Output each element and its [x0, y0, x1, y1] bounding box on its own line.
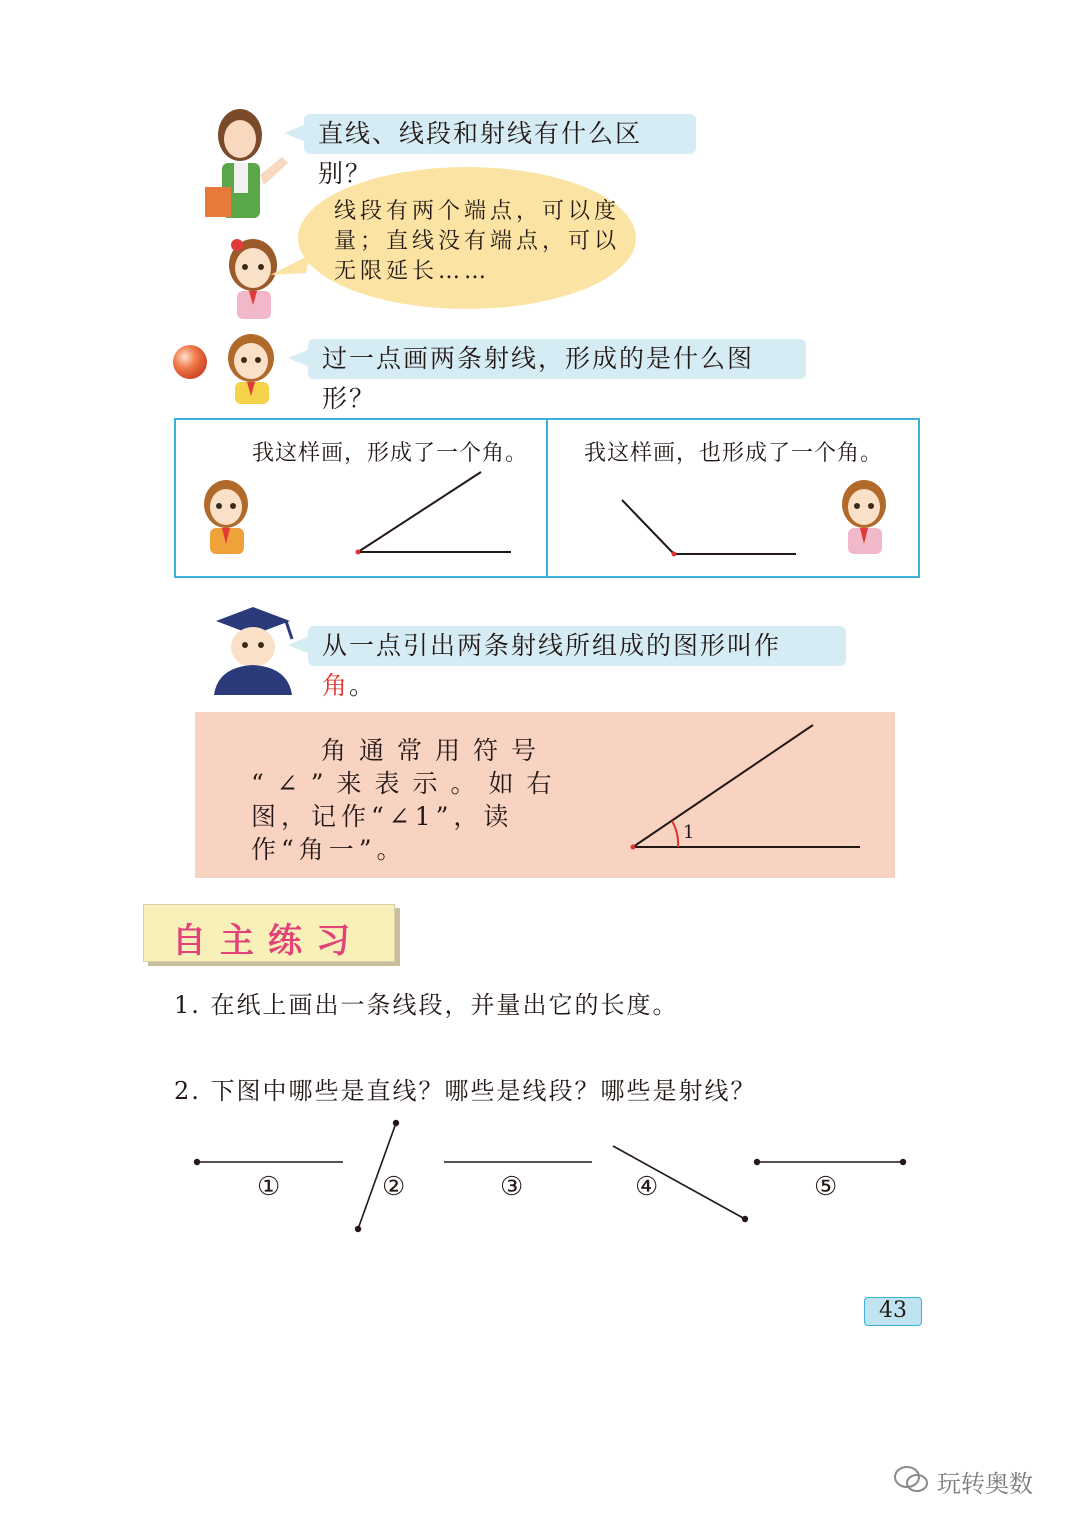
bubble-tail [270, 255, 310, 285]
wechat-icon [893, 1465, 929, 1495]
figure-label-2: ② [382, 1172, 408, 1202]
angle-label: 1 [683, 822, 695, 843]
exercise-1: 1. 在纸上画出一条线段，并量出它的长度。 [174, 991, 679, 1019]
exercise-2-figures [180, 1115, 920, 1240]
figure-label-3: ③ [500, 1172, 526, 1202]
doctor-owl-icon [208, 603, 298, 698]
page-number: 43 [864, 1297, 922, 1326]
girl-answer-line-1: 线段有两个端点，可以度 [334, 199, 621, 224]
symbol-note-line-4: 作“角一”。 [251, 835, 407, 864]
example-box-right [546, 418, 920, 578]
girl-answer-bubble [298, 167, 636, 309]
girl-answer-text [334, 197, 620, 287]
watermark: 玩转奥数 [937, 1470, 1033, 1498]
figure-label-4: ④ [635, 1172, 661, 1202]
teacher-icon [200, 105, 295, 220]
practice-title: 自主练习 [172, 921, 364, 961]
girl-answer-line-2: 量；直线没有端点，可以 [334, 229, 621, 254]
exercise-2: 2. 下图中哪些是直线？哪些是线段？哪些是射线？ [174, 1077, 757, 1105]
task-question-bubble [308, 339, 806, 413]
girl-icon [215, 330, 290, 405]
symbol-note-line-1: 角通常用符号 [321, 736, 550, 765]
figure-label-5: ⑤ [814, 1172, 840, 1202]
red-ball-icon [172, 344, 208, 380]
angle-drawing-left [346, 464, 516, 559]
figure-label-1: ① [257, 1172, 283, 1202]
right-caption: 我这样画，也形成了一个角。 [584, 441, 884, 466]
symbol-note-line-3: 图，记作“∠1”，读 [251, 802, 514, 831]
teacher-question-bubble [304, 114, 696, 188]
example-box-left [174, 418, 548, 578]
definition-text-before: 从一点引出两条射线所组成的图形叫作 [322, 631, 782, 660]
symbol-note-text [251, 734, 565, 866]
symbol-note-panel [195, 712, 895, 878]
girl-icon [830, 476, 900, 556]
girl-icon [192, 476, 262, 556]
task-question: 过一点画两条射线，形成的是什么图形？ [322, 344, 755, 413]
symbol-note-line-2: “∠”来表示。如右 [251, 769, 565, 798]
definition-highlight: 角 [322, 671, 350, 700]
left-caption: 我这样画，形成了一个角。 [252, 441, 529, 466]
angle-drawing-right [614, 492, 804, 562]
girl-answer-line-3: 无限延长…… [334, 259, 491, 284]
definition-text-after: 。 [349, 671, 377, 700]
practice-banner [143, 904, 395, 962]
teacher-question: 直线、线段和射线有什么区别？ [318, 119, 643, 188]
definition-bubble [308, 626, 846, 700]
angle-one-figure [623, 720, 873, 865]
